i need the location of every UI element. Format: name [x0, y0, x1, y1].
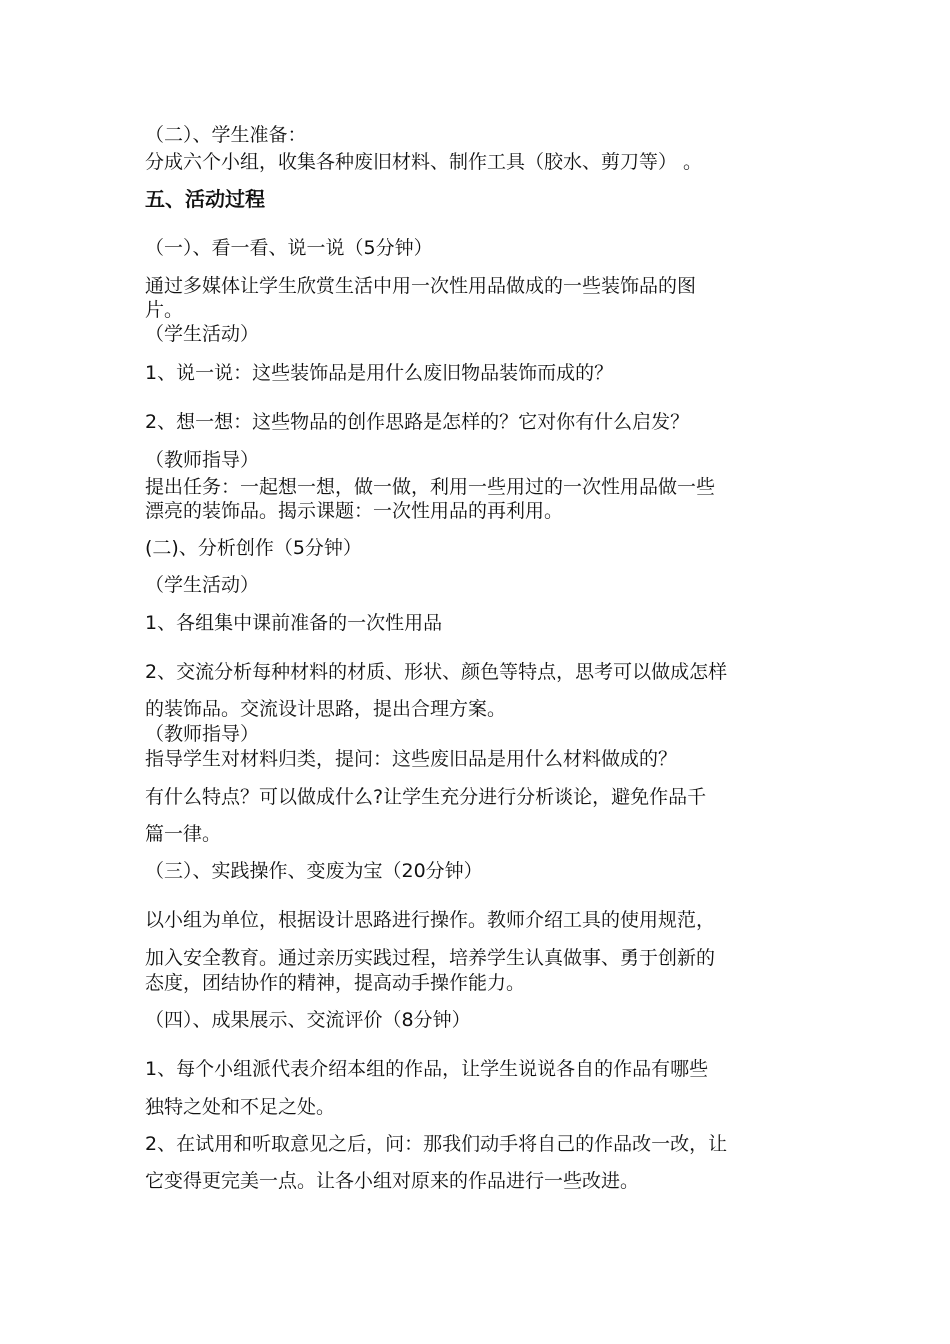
label-teacher-guidance: （教师指导）: [145, 449, 260, 471]
paragraph-line: 的装饰品。交流设计思路，提出合理方案。: [145, 698, 507, 720]
subsection-heading-analysis: (二)、分析创作（5分钟）: [145, 537, 362, 559]
paragraph-line: 它变得更完美一点。让各小组对原来的作品进行一些改进。: [145, 1170, 640, 1192]
section-heading-activity-process: 五、活动过程: [145, 188, 265, 210]
paragraph-line: 漂亮的装饰品。揭示课题：一次性用品的再利用。: [145, 500, 564, 522]
paragraph-line: 分成六个小组，收集各种废旧材料、制作工具（胶水、剪刀等） 。: [145, 151, 703, 173]
subsection-heading-look-and-say: （一）、看一看、说一说（5分钟）: [145, 237, 433, 259]
paragraph-line: 篇一律。: [145, 823, 222, 845]
list-item: 2、想一想：这些物品的创作思路是怎样的？它对你有什么启发？: [145, 411, 690, 433]
subsection-heading-practice: （三）、实践操作、变废为宝（20分钟）: [145, 860, 483, 882]
paragraph-line: 有什么特点？可以做成什么?让学生充分进行分析谈论，避免作品千: [145, 786, 707, 808]
list-item: 1、各组集中课前准备的一次性用品: [145, 612, 443, 634]
list-item: 1、每个小组派代表介绍本组的作品，让学生说说各自的作品有哪些: [145, 1058, 709, 1080]
section-heading-student-prep: （二）、学生准备：: [145, 124, 307, 146]
list-item: 2、在试用和听取意见之后，问：那我们动手将自己的作品改一改，让: [145, 1133, 728, 1155]
list-item: 2、交流分析每种材料的材质、形状、颜色等特点，思考可以做成怎样: [145, 661, 728, 683]
paragraph-line: 独特之处和不足之处。: [145, 1096, 336, 1118]
subsection-heading-showcase: （四）、成果展示、交流评价（8分钟）: [145, 1009, 471, 1031]
paragraph-line: 提出任务：一起想一想，做一做，利用一些用过的一次性用品做一些: [145, 476, 716, 498]
paragraph-line: 通过多媒体让学生欣赏生活中用一次性用品做成的一些装饰品的图: [145, 275, 697, 297]
label-student-activity: （学生活动）: [145, 574, 260, 596]
paragraph-line: 加入安全教育。通过亲历实践过程，培养学生认真做事、勇于创新的: [145, 947, 716, 969]
list-item: 1、说一说：这些装饰品是用什么废旧物品装饰而成的？: [145, 362, 614, 384]
label-teacher-guidance: （教师指导）: [145, 723, 260, 745]
label-student-activity: （学生活动）: [145, 323, 260, 345]
paragraph-line: 以小组为单位，根据设计思路进行操作。教师介绍工具的使用规范，: [145, 909, 716, 931]
paragraph-line: 指导学生对材料归类，提问：这些废旧品是用什么材料做成的？: [145, 748, 678, 770]
paragraph-line: 片。: [145, 299, 184, 321]
paragraph-line: 态度，团结协作的精神，提高动手操作能力。: [145, 972, 526, 994]
